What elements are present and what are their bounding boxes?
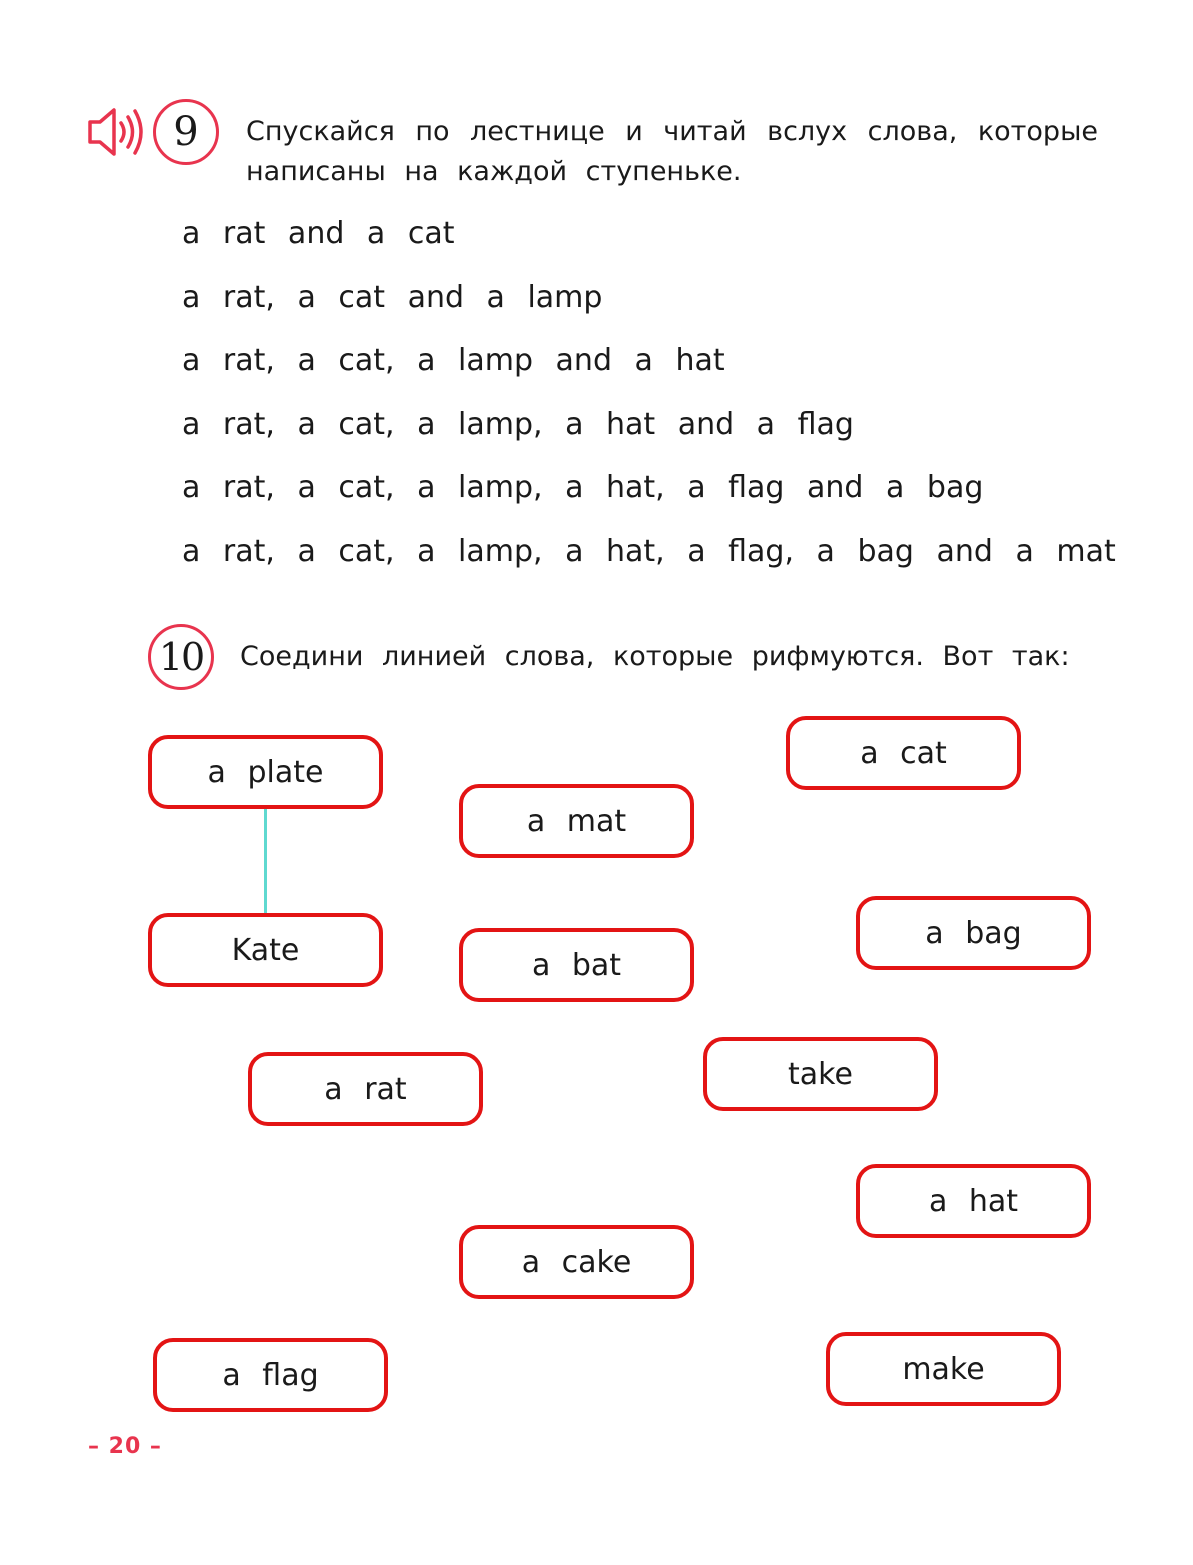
word-box-a-bat[interactable]: a bat bbox=[459, 928, 694, 1002]
word-box-a-bag[interactable]: a bag bbox=[856, 896, 1091, 970]
word-box-take[interactable]: take bbox=[703, 1037, 938, 1111]
task-number-9: 9 bbox=[153, 99, 219, 165]
word-box-a-flag[interactable]: a flag bbox=[153, 1338, 388, 1412]
word-box-a-hat[interactable]: a hat bbox=[856, 1164, 1091, 1238]
stair-line-4: a rat, a cat, a lamp, a hat and a flag bbox=[182, 406, 854, 442]
word-box-a-rat[interactable]: a rat bbox=[248, 1052, 483, 1126]
task-10-instruction: Соедини линией слова, которые рифмуются. Вот так: bbox=[240, 641, 1070, 672]
word-box-kate[interactable]: Kate bbox=[148, 913, 383, 987]
task-9-instruction: Спускайся по лестнице и читай вслух слова, которые написаны на каждой ступеньке. bbox=[246, 116, 1098, 187]
stair-line-3: a rat, a cat, a lamp and a hat bbox=[182, 343, 725, 379]
speaker-icon[interactable] bbox=[86, 106, 146, 158]
word-box-a-plate[interactable]: a plate bbox=[148, 735, 383, 809]
word-box-make[interactable]: make bbox=[826, 1332, 1061, 1406]
stair-line-1: a rat and a cat bbox=[182, 216, 455, 251]
staircase-lines bbox=[182, 210, 1116, 592]
stair-line-6: a rat, a cat, a lamp, a hat, a flag, a bag and a mat bbox=[182, 533, 1116, 569]
stair-line-2: a rat, a cat and a lamp bbox=[182, 279, 603, 315]
word-box-a-mat[interactable]: a mat bbox=[459, 784, 694, 858]
example-connecting-line bbox=[264, 809, 267, 913]
word-box-a-cake[interactable]: a cake bbox=[459, 1225, 694, 1299]
stair-line-5: a rat, a cat, a lamp, a hat, a flag and a bag bbox=[182, 470, 984, 506]
page-number: – 20 – bbox=[88, 1434, 162, 1459]
word-box-a-cat[interactable]: a cat bbox=[786, 716, 1021, 790]
task-number-10: 10 bbox=[148, 624, 214, 690]
